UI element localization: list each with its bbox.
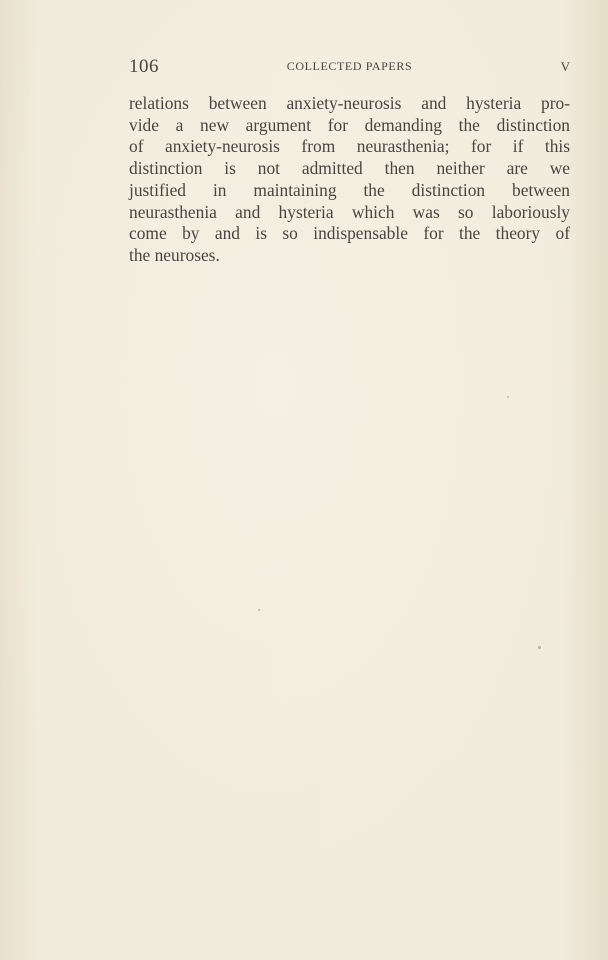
paper-speck (538, 646, 541, 649)
text-line: relations between anxiety-neurosis and hysteria pro- (129, 93, 570, 113)
text-line: justified in maintaining the distinction between (129, 179, 570, 200)
body-paragraph (129, 93, 570, 267)
text-line: distinction is not admitted then neither are we (129, 158, 570, 179)
text-line: neurasthenia and hysteria which was so laboriously (129, 201, 570, 222)
paper-speck (258, 609, 260, 611)
text-line: of anxiety-neurosis from neurasthenia; for if this (129, 136, 570, 157)
text-line: vide a new argument for demanding the distinction (129, 114, 570, 135)
paper-speck (507, 396, 509, 398)
text-line: the neuroses. (129, 244, 220, 265)
page-header (129, 56, 570, 80)
page-number: 106 (129, 56, 159, 77)
text-line: come by and is so indispensable for the theory of (129, 223, 570, 244)
running-title: COLLECTED PAPERS (286, 59, 413, 73)
section-number: V (560, 59, 570, 74)
